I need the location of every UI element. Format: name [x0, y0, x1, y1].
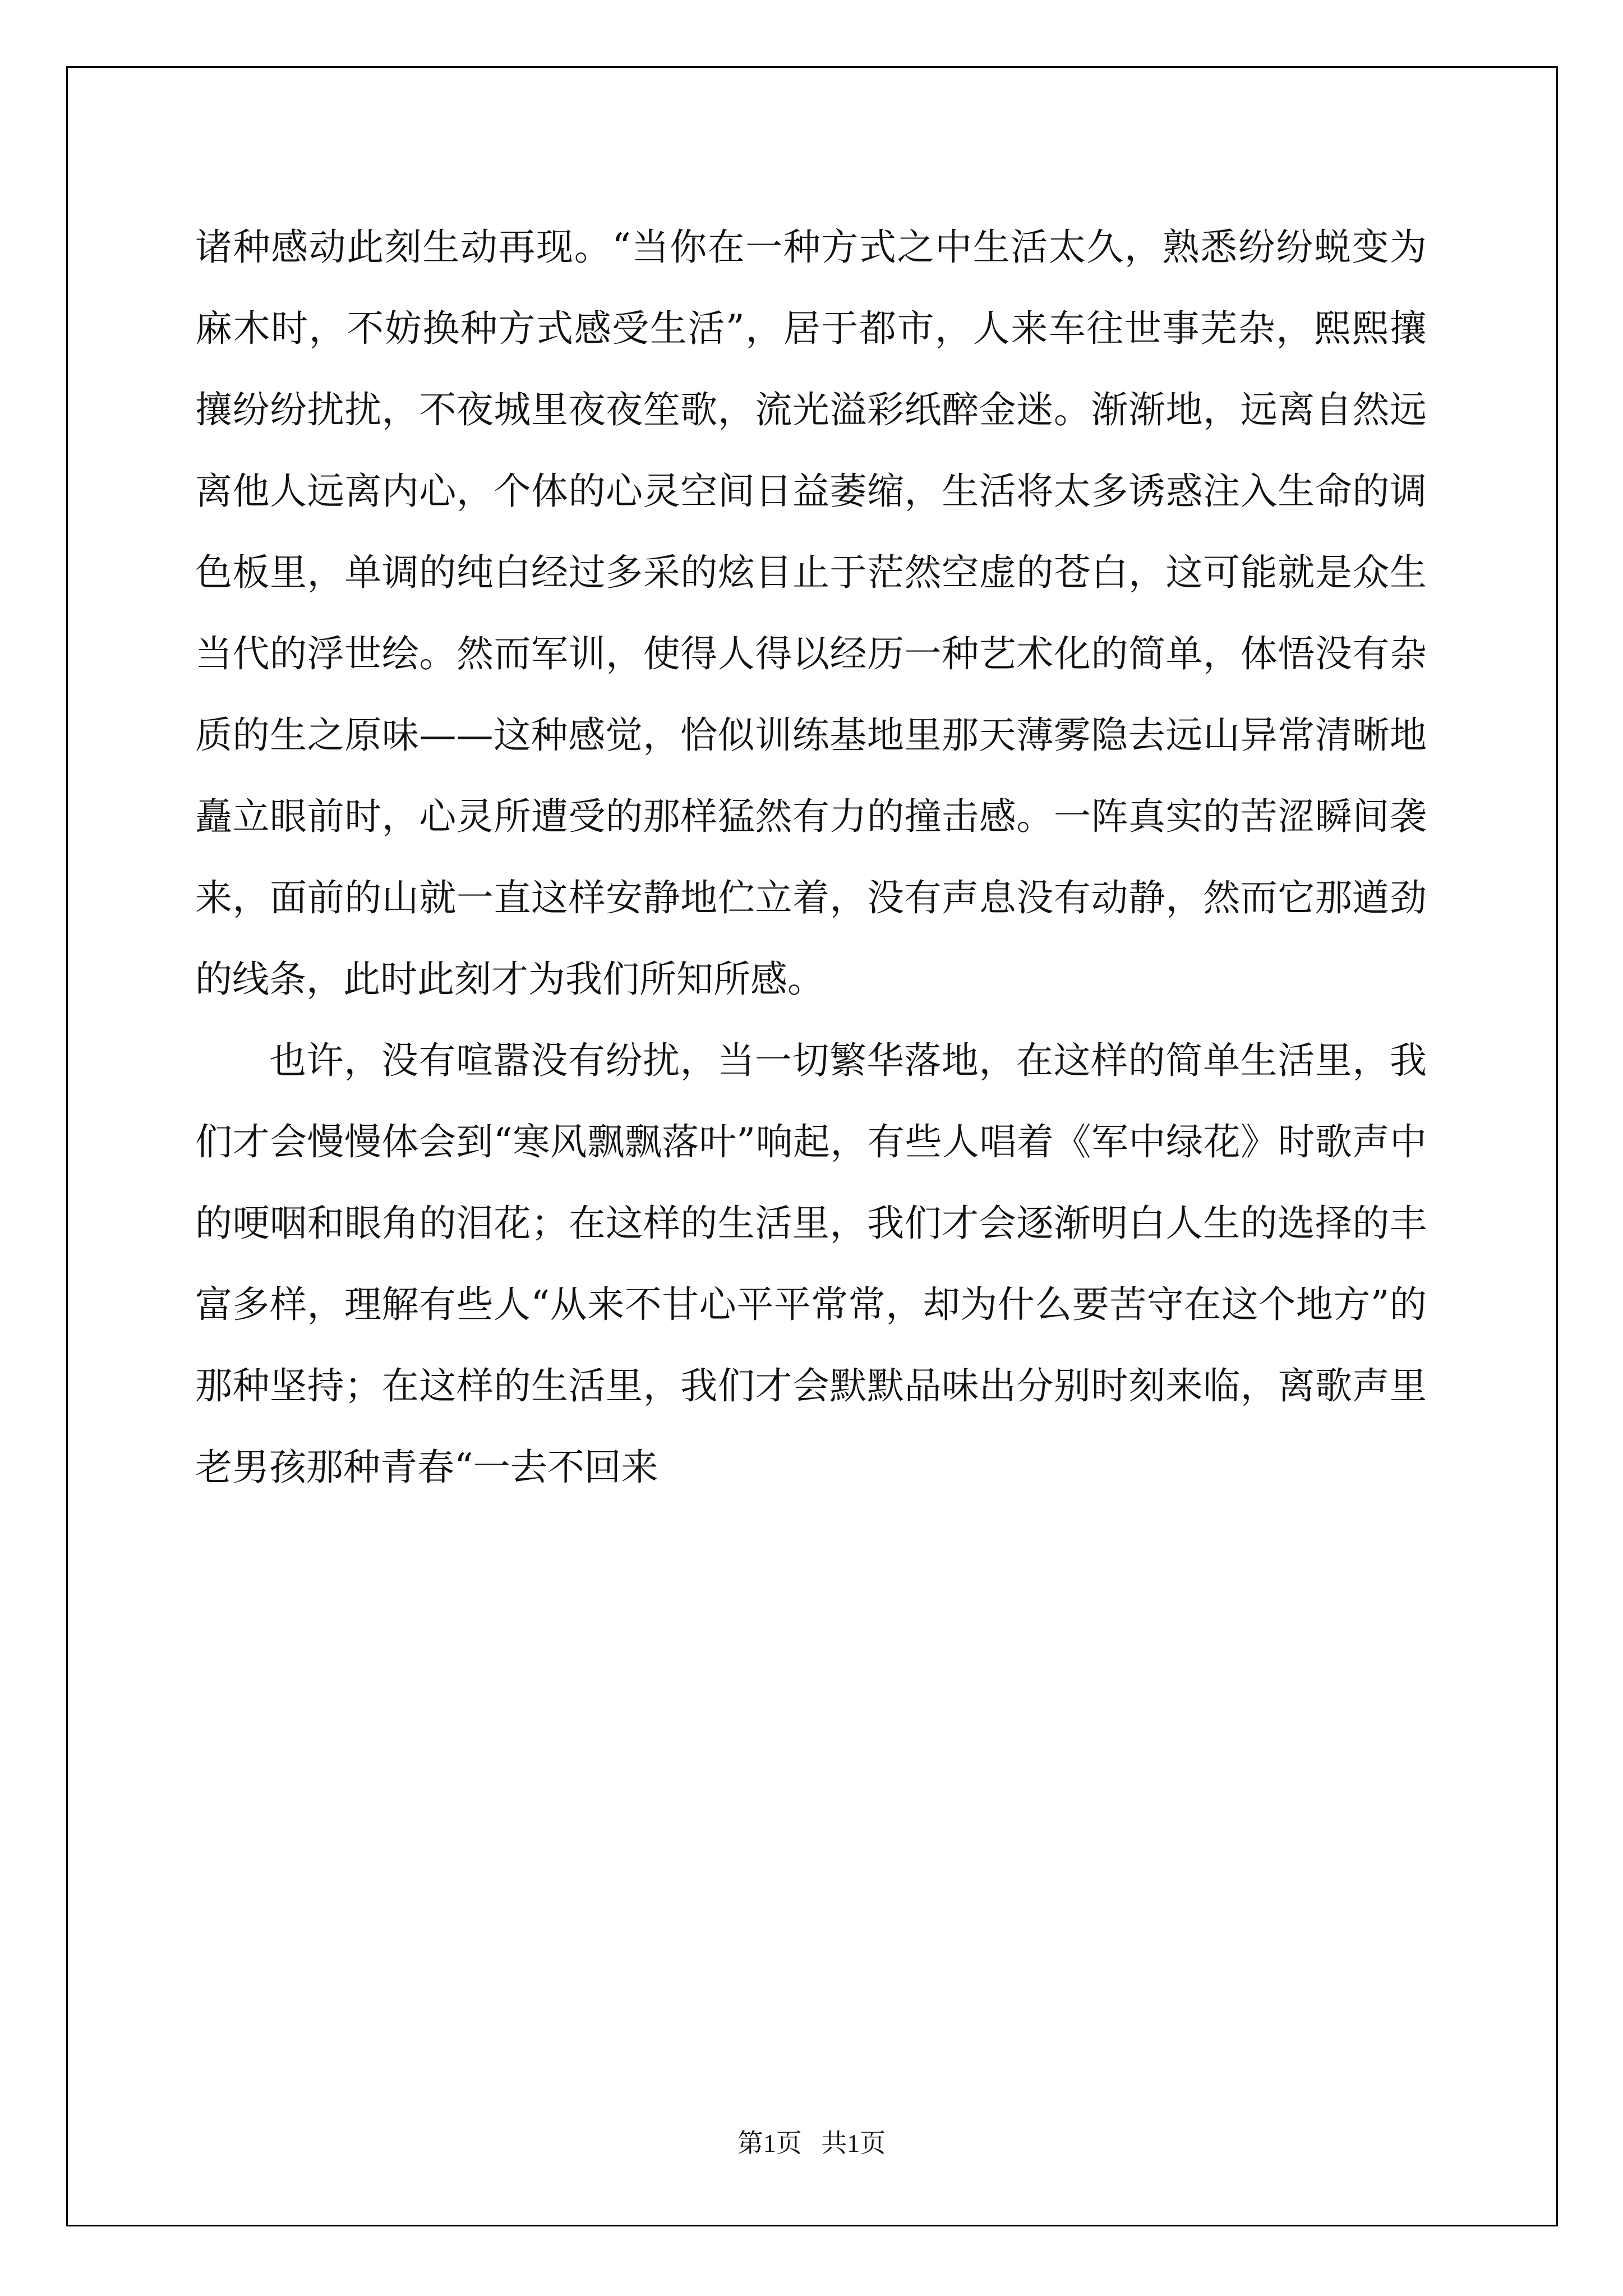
paragraph-2: 也许，没有喧嚣没有纷扰，当一切繁华落地，在这样的简单生活里，我们才会慢慢体会到“寒风飘飘落叶”响起，有些人唱着《军中绿花》时歌声中的哽咽和眼角的泪花；在这样的生活里，我们才会逐渐明白人生的选择的丰富多样，理解有些人“从来不甘心平平常常，却为什么要苦守在这个地方”的那种坚持；在这样的生活里，我们才会默默品味出分别时刻来临，离歌声里老男孩那种青春“一去不回来 [195, 1039, 1427, 1489]
document-body [195, 206, 1427, 1508]
page-footer: 第1页 共1页 [737, 2129, 886, 2157]
paragraph-1: 诸种感动此刻生动再现。“当你在一种方式之中生活太久，熟悉纷纷蜕变为麻木时，不妨换种方式感受生活”，居于都市，人来车往世事芜杂，熙熙攘攘纷纷扰扰，不夜城里夜夜笙歌，流光溢彩纸醉金迷。渐渐地，远离自然远离他人远离内心，个体的心灵空间日益萎缩，生活将太多诱惑注入生命的调色板里，单调的纯白经过多采的炫目止于茫然空虚的苍白，这可能就是众生当代的浮世绘。然而军训，使得人得以经历一种艺术化的简单，体悟没有杂质的生之原味——这种感觉，恰似训练基地里那天薄雾隐去远山异常清晰地矗立眼前时，心灵所遭受的那样猛然有力的撞击感。一阵真实的苦涩瞬间袭来，面前的山就一直这样安静地伫立着，没有声息没有动静，然而它那遒劲的线条，此时此刻才为我们所知所感。 [195, 226, 1427, 1001]
